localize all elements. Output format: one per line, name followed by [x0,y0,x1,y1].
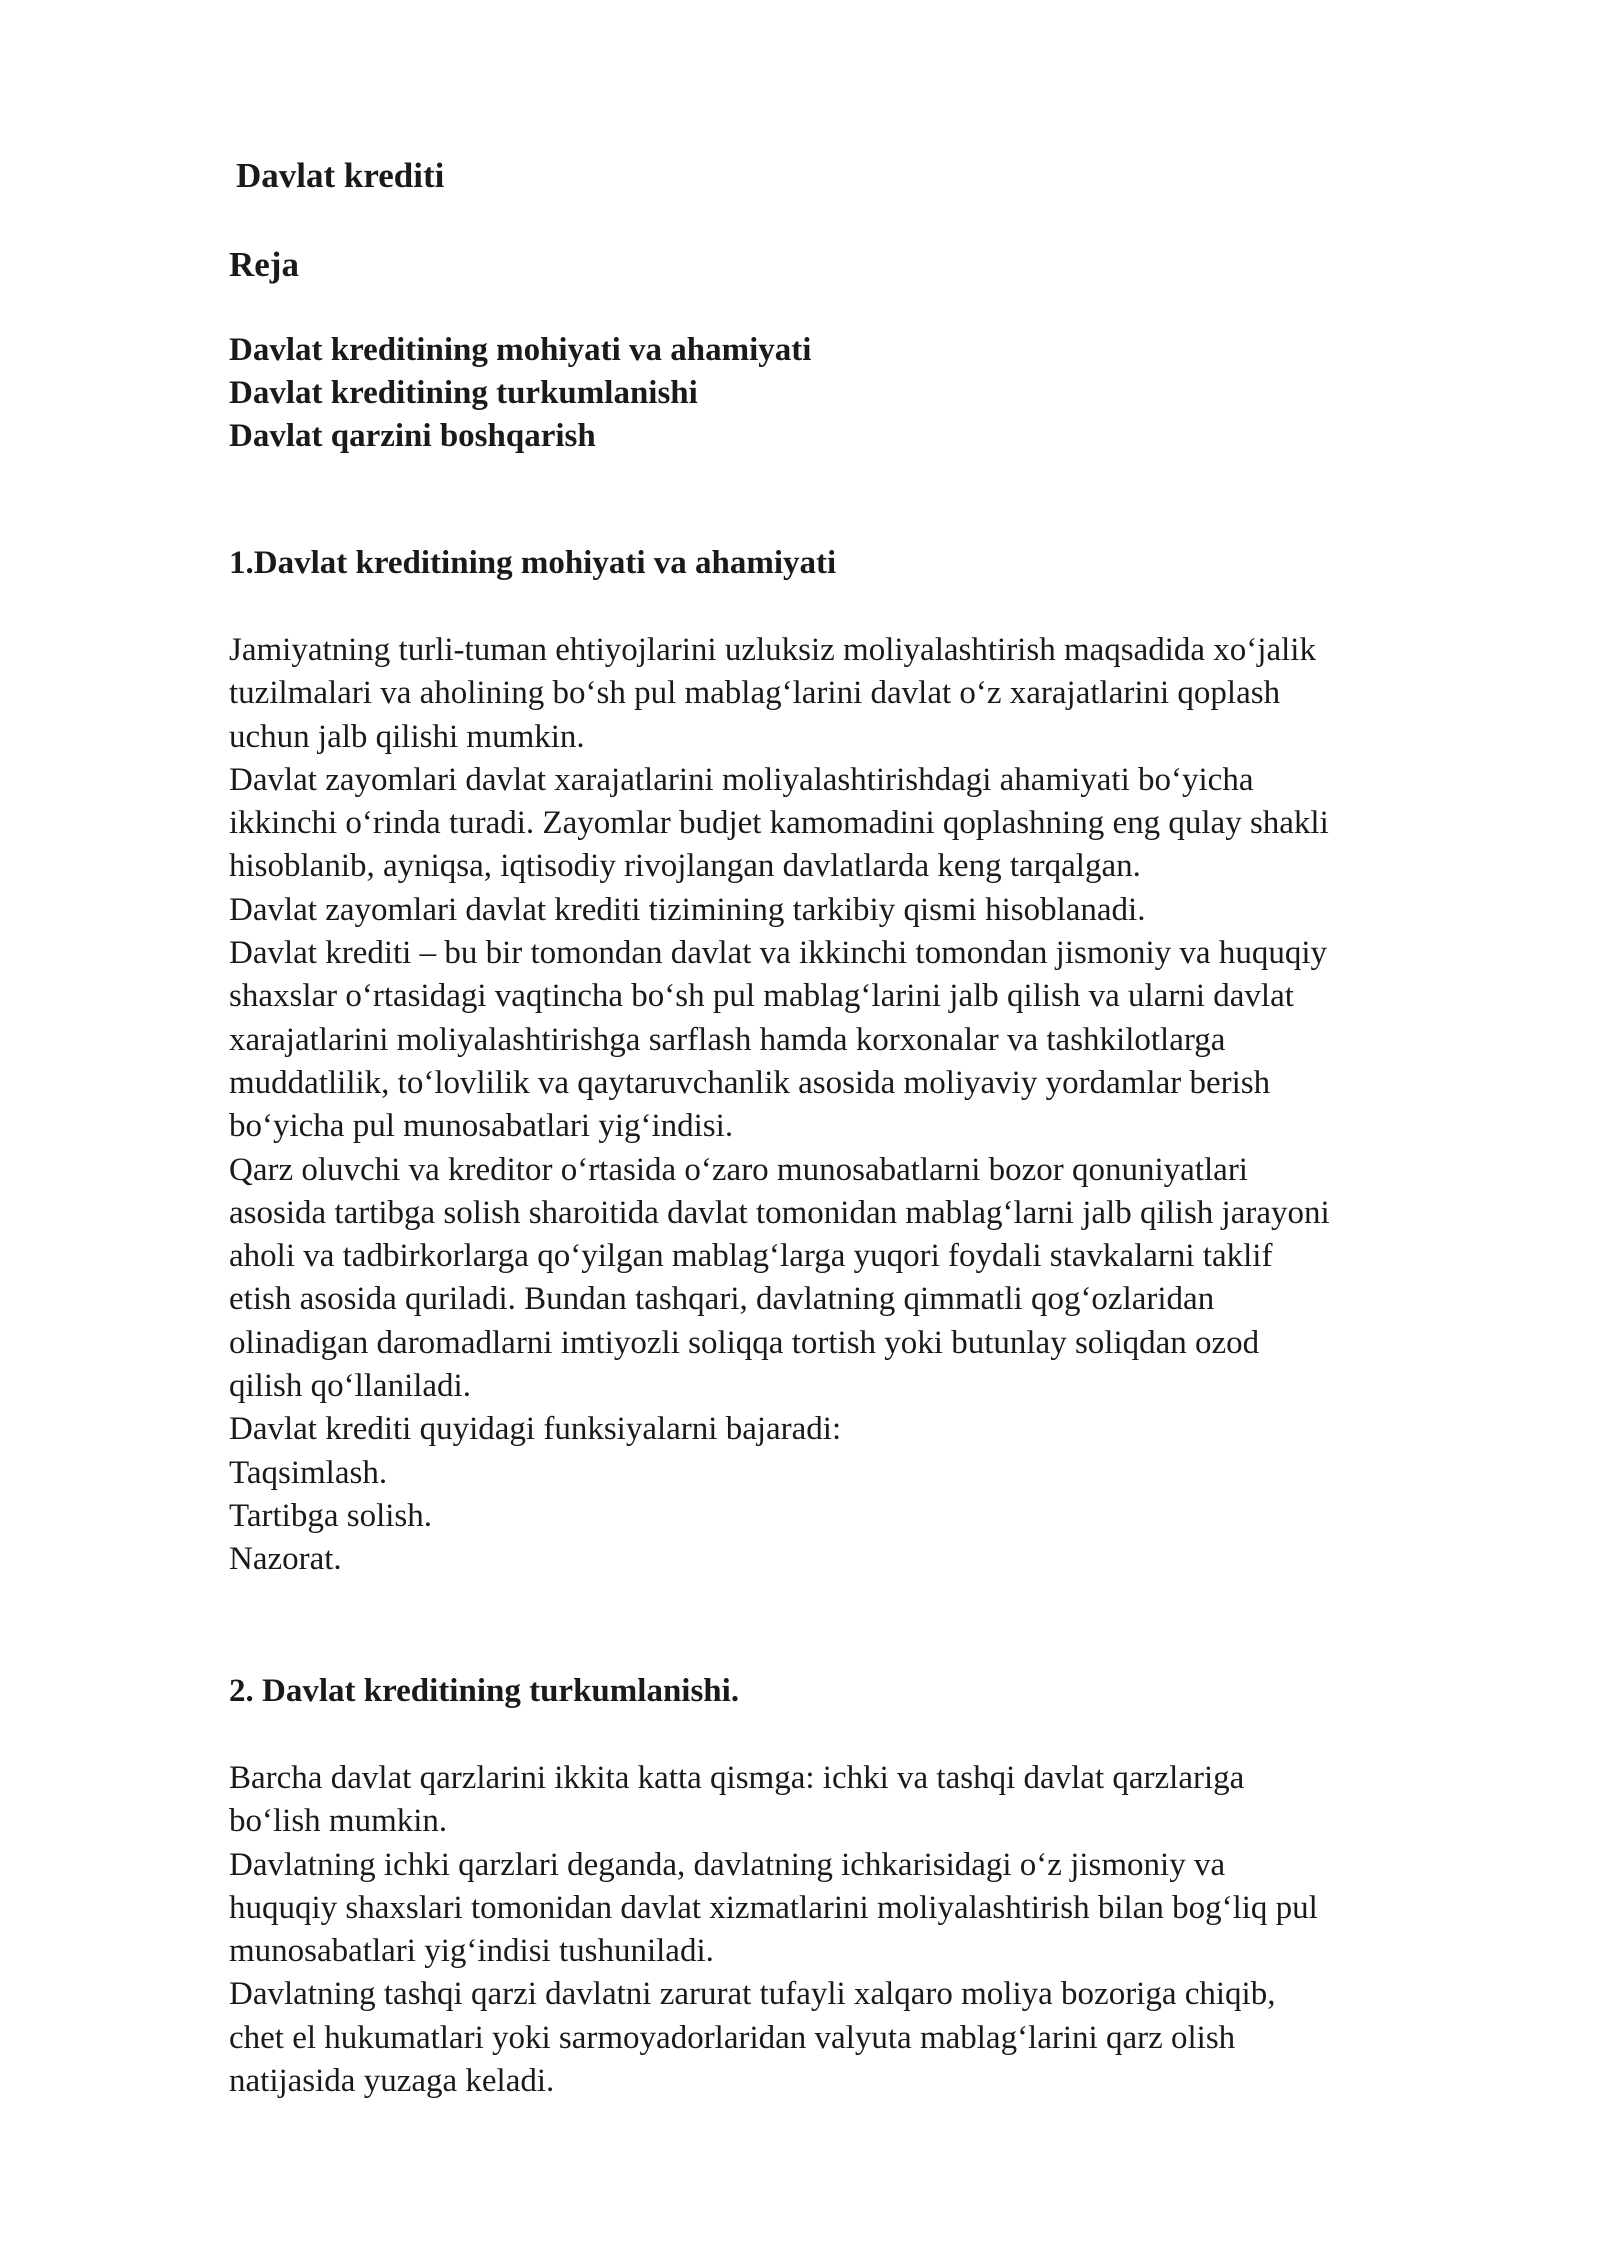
text-line: Qarz oluvchi va kreditor o‘rtasida o‘zaro munosabatlarni bozor qonuniyatlari [229,1151,1248,1188]
plan-heading: Reja [229,245,299,284]
text-line: chet el hukumatlari yoki sarmoyadorlaridan valyuta mablag‘larini qarz olish [229,2019,1236,2056]
plan-item: Davlat qarzini boshqarish [229,418,596,454]
document-title: Davlat krediti [236,156,445,195]
text-line: bo‘yicha pul munosabatlari yig‘indisi. [229,1108,734,1145]
text-line: olinadigan daromadlarni imtiyozli soliqqa tortish yoki butunlay soliqdan ozod [229,1324,1260,1361]
plan-list [229,329,811,458]
text-line: Davlatning tashqi qarzi davlatni zarurat tufayli xalqaro moliya bozoriga chiqib, [229,1976,1276,2013]
text-line: etish asosida quriladi. Bundan tashqari, davlatning qimmatli qog‘ozlaridan [229,1281,1215,1318]
text-line: Davlatning ichki qarzlari deganda, davlatning ichkarisidagi o‘z jismoniy va [229,1846,1226,1883]
text-line: aholi va tadbirkorlarga qo‘yilgan mablag‘larga yuqori foydali stavkalarni taklif [229,1238,1273,1275]
plan-item: Davlat kreditining mohiyati va ahamiyati [229,332,812,368]
section-2-heading: 2. Davlat kreditining turkumlanishi. [229,1673,740,1709]
text-line: Davlat zayomlari davlat xarajatlarini moliyalashtirishdagi ahamiyati bo‘yicha [229,761,1254,798]
text-line: natijasida yuzaga keladi. [229,2063,555,2100]
text-line: bo‘lish mumkin. [229,1803,448,1840]
text-line: Davlat zayomlari davlat krediti tizimining tarkibiy qismi hisoblanadi. [229,891,1146,928]
text-line: huquqiy shaxslari tomonidan davlat xizmatlarini moliyalashtirish bilan bog‘liq pul [229,1889,1318,1926]
function-item: Nazorat. [229,1541,342,1578]
text-line: Barcha davlat qarzlarini ikkita katta qismga: ichki va tashqi davlat qarzlariga [229,1760,1245,1796]
section-1-heading: 1.Davlat kreditining mohiyati va ahamiyati [229,545,837,581]
text-line: ikkinchi o‘rinda turadi. Zayomlar budjet kamomadini qoplashning eng qulay shakli [229,805,1329,842]
function-item: Taqsimlash. [229,1454,388,1491]
text-line: Jamiyatning turli-tuman ehtiyojlarini uzluksiz moliyalashtirish maqsadida xo‘jalik [229,632,1316,668]
text-line: uchun jalb qilishi mumkin. [229,718,585,755]
section-1-body [229,629,1569,1582]
text-line: Davlat krediti quyidagi funksiyalarni bajaradi: [229,1411,842,1448]
text-line: tuzilmalari va aholining bo‘sh pul mablag‘larini davlat o‘z xarajatlarini qoplash [229,675,1281,712]
text-line: munosabatlari yig‘indisi tushuniladi. [229,1933,714,1970]
plan-item: Davlat kreditining turkumlanishi [229,375,698,411]
function-item: Tartibga solish. [229,1497,432,1534]
text-line: qilish qo‘llaniladi. [229,1368,471,1405]
text-line: hisoblanib, ayniqsa, iqtisodiy rivojlangan davlatlarda keng tarqalgan. [229,848,1141,885]
text-line: muddatlilik, to‘lovlilik va qaytaruvchanlik asosida moliyaviy yordamlar berish [229,1064,1271,1101]
text-line: shaxslar o‘rtasidagi vaqtincha bo‘sh pul mablag‘larini jalb qilish va ularni davlat [229,978,1294,1015]
text-line: Davlat krediti – bu bir tomondan davlat va ikkinchi tomondan jismoniy va huquqiy [229,935,1327,972]
text-line: xarajatlarini moliyalashtirishga sarflash hamda korxonalar va tashkilotlarga [229,1021,1226,1058]
text-line: asosida tartibga solish sharoitida davlat tomonidan mablag‘larni jalb qilish jarayoni [229,1194,1330,1231]
section-2-body [229,1757,1569,2103]
